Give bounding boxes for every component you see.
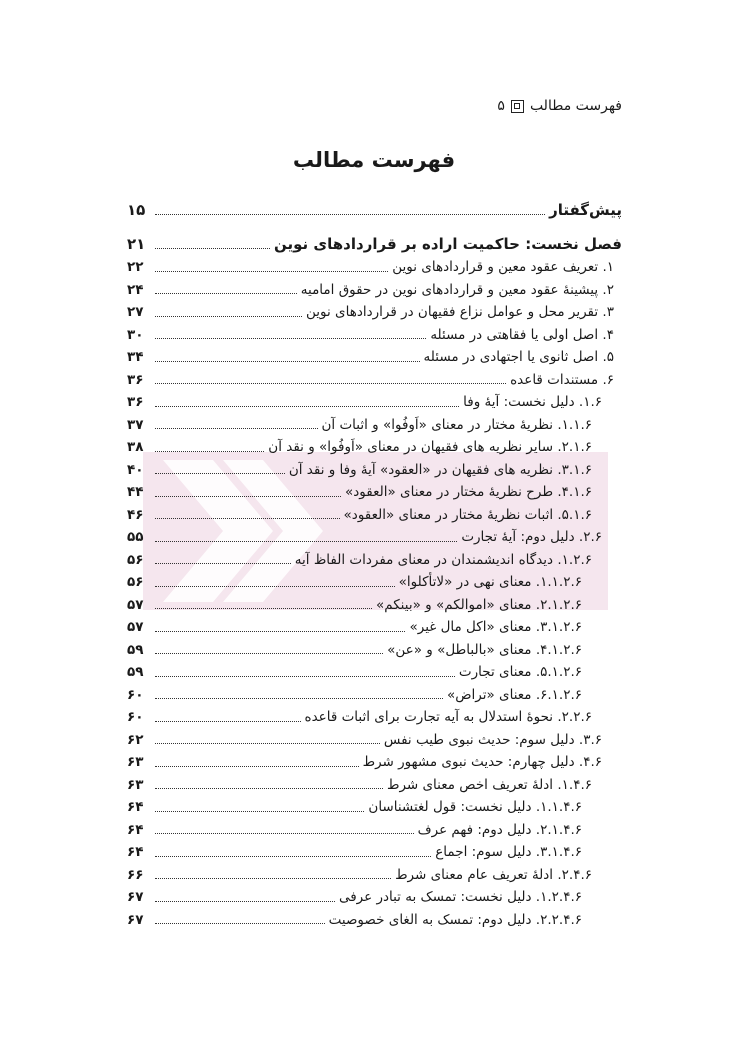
toc-entry[interactable] <box>127 343 622 366</box>
toc-entry-label: ۶. مستندات قاعده <box>510 371 614 388</box>
toc-entry[interactable] <box>127 906 622 929</box>
toc-entry-page-number: ۴۴ <box>127 484 144 501</box>
dot-leader <box>155 406 459 407</box>
toc-entry[interactable] <box>127 478 622 501</box>
dot-leader <box>155 338 426 339</box>
toc-entry-page-number: ۶۴ <box>127 799 144 816</box>
toc-entry[interactable] <box>127 613 622 636</box>
toc-entry-label: ۱.۶. دلیل نخست: آیهٔ وفا <box>463 394 602 411</box>
toc-entry[interactable] <box>127 793 622 816</box>
toc-entry[interactable] <box>127 591 622 614</box>
toc-entry[interactable] <box>127 771 622 794</box>
square-ornament-icon <box>511 100 524 113</box>
toc-entry[interactable] <box>127 433 622 456</box>
toc-entry[interactable] <box>127 658 622 681</box>
dot-leader <box>155 833 414 834</box>
toc-entry[interactable] <box>127 276 622 299</box>
dot-leader <box>155 563 291 564</box>
toc-entry-page-number: ۳۸ <box>127 439 144 456</box>
toc-entry[interactable] <box>127 388 622 411</box>
toc-entry-label: ۴. اصل اولی یا فقاهتی در مسئله <box>430 326 614 343</box>
toc-entry-page-number: ۳۴ <box>127 349 144 366</box>
dot-leader <box>155 766 359 767</box>
toc-entry-page-number: ۳۰ <box>127 326 144 343</box>
toc-entry[interactable] <box>127 229 622 253</box>
toc-entry-page-number: ۲۲ <box>127 259 144 276</box>
toc-entry-label: ۲.۱.۶. سایر نظریه های فقیهان در معنای «اَوفُوا» و نقد آن <box>268 439 592 456</box>
toc-entry-page-number: ۶۳ <box>127 754 144 771</box>
dot-leader <box>155 271 388 272</box>
dot-leader <box>155 923 325 924</box>
dot-leader <box>155 856 431 857</box>
dot-leader <box>155 811 364 812</box>
dot-leader <box>155 631 405 632</box>
toc-entry-page-number: ۲۷ <box>127 304 144 321</box>
toc-entry-label: ۳.۱.۶. نظریه های فقیهان در «العقود» آیهٔ وفا و نقد آن <box>288 461 592 478</box>
dot-leader <box>155 586 395 587</box>
dot-leader <box>155 653 383 654</box>
toc-entry-page-number: ۶۳ <box>127 776 144 793</box>
dot-leader <box>155 451 264 452</box>
dot-leader <box>155 743 380 744</box>
toc-entry-label: ۲.۴.۶. ادلهٔ تعریف عام معنای شرط <box>395 866 592 883</box>
toc-entry-label: ۲.۱.۴.۶. دلیل دوم: فهم عرف <box>417 821 582 838</box>
dot-leader <box>155 361 420 362</box>
toc-entry-label: ۵. اصل ثانوی یا اجتهادی در مسئله <box>423 349 614 366</box>
toc-entry-page-number: ۶۴ <box>127 844 144 861</box>
dot-leader <box>155 518 340 519</box>
toc-entry[interactable] <box>127 703 622 726</box>
toc-entry-label: ۵.۱.۲.۶. معنای تجارت <box>458 664 582 681</box>
toc-entry-label: ۲. پیشینهٔ عقود معین و قراردادهای نوین در حقوق امامیه <box>300 281 614 298</box>
toc-entry-label: ۵.۱.۶. اثبات نظریهٔ مختار در معنای «العقود» <box>343 506 592 523</box>
dot-leader <box>155 383 506 384</box>
toc-entry-page-number: ۵۵ <box>127 529 144 546</box>
dot-leader <box>155 496 341 497</box>
toc-entry-label: ۱.۱.۴.۶. دلیل نخست: قول لغتشناسان <box>368 799 582 816</box>
toc-entry[interactable] <box>127 748 622 771</box>
toc-entry-label: ۱. تعریف عقود معین و قراردادهای نوین <box>392 259 614 276</box>
toc-entry-page-number: ۳۷ <box>127 416 144 433</box>
dot-leader <box>155 473 285 474</box>
toc-entry-label: ۳.۶. دلیل سوم: حدیث نبوی طیب نفس <box>383 731 602 748</box>
dot-leader <box>155 788 383 789</box>
toc-entry[interactable] <box>127 681 622 704</box>
dot-leader <box>155 676 455 677</box>
toc-entry-label: ۴.۱.۲.۶. معنای «بالباطل» و «عن» <box>387 641 582 658</box>
toc-entry-label: ۴.۱.۶. طرح نظریهٔ مختار در معنای «العقود» <box>345 484 592 501</box>
toc-entry[interactable] <box>127 321 622 344</box>
toc-entry[interactable] <box>127 298 622 321</box>
toc-entry[interactable] <box>127 253 622 276</box>
dot-leader <box>155 214 545 215</box>
toc-entry-page-number: ۵۶ <box>127 551 144 568</box>
toc-entry[interactable] <box>127 838 622 861</box>
running-header-title: فهرست مطالب <box>529 98 622 114</box>
toc-entry-label: ۲.۶. دلیل دوم: آیهٔ تجارت <box>461 529 602 546</box>
toc-entry-label: ۲.۱.۲.۶. معنای «اموالکم» و «بینکم» <box>375 596 582 613</box>
toc-entry-page-number: ۶۲ <box>127 731 144 748</box>
running-header-page-number: ۵ <box>497 98 505 114</box>
dot-leader <box>155 248 270 249</box>
toc-entry-label: ۱.۲.۴.۶. دلیل نخست: تمسک به تبادر عرفی <box>338 889 582 906</box>
toc-entry[interactable] <box>127 883 622 906</box>
dot-leader <box>155 878 391 879</box>
toc-entry-page-number: ۴۰ <box>127 461 144 478</box>
toc-entry[interactable] <box>127 861 622 884</box>
toc-entry-label: ۳. تقریر محل و عوامل نزاع فقیهان در قراردادهای نوین <box>305 304 614 321</box>
toc-entry[interactable] <box>127 726 622 749</box>
dot-leader <box>155 541 457 542</box>
toc-entry-label: ۲.۲.۴.۶. دلیل دوم: تمسک به الغای خصوصیت <box>328 911 582 928</box>
toc-entry-page-number: ۱۵ <box>127 201 146 219</box>
dot-leader <box>155 428 318 429</box>
toc-entry-page-number: ۲۱ <box>127 235 146 253</box>
toc-entry[interactable] <box>127 546 622 569</box>
toc-entry-page-number: ۲۴ <box>127 281 144 298</box>
toc-entry[interactable] <box>127 816 622 839</box>
dot-leader <box>155 316 302 317</box>
toc-entry-page-number: ۵۷ <box>127 596 144 613</box>
dot-leader <box>155 293 297 294</box>
dot-leader <box>155 721 301 722</box>
running-header <box>497 98 622 114</box>
toc-entry-page-number: ۵۷ <box>127 619 144 636</box>
toc-entry-page-number: ۶۷ <box>127 911 144 928</box>
toc-entry[interactable] <box>127 195 622 219</box>
toc-entry-page-number: ۶۴ <box>127 821 144 838</box>
toc-entry[interactable] <box>127 523 622 546</box>
toc-entry-page-number: ۴۶ <box>127 506 144 523</box>
toc-entry-page-number: ۶۷ <box>127 889 144 906</box>
dot-leader <box>155 901 335 902</box>
toc-entry[interactable] <box>127 456 622 479</box>
table-of-contents <box>127 195 622 928</box>
toc-entry-page-number: ۵۶ <box>127 574 144 591</box>
toc-entry-label: ۳.۱.۲.۶. معنای «اکل مال غیر» <box>409 619 582 636</box>
toc-entry-label: پیش‌گفتار <box>549 201 622 219</box>
toc-entry-page-number: ۵۹ <box>127 641 144 658</box>
toc-entry-label: فصل نخست: حاکمیت اراده بر قراردادهای نوین <box>274 235 622 253</box>
toc-entry-label: ۱.۴.۶. ادلهٔ تعریف اخص معنای شرط <box>386 776 592 793</box>
toc-entry[interactable] <box>127 411 622 434</box>
page-title: فهرست مطالب <box>292 148 456 172</box>
toc-entry-page-number: ۵۹ <box>127 664 144 681</box>
toc-entry-label: ۴.۶. دلیل چهارم: حدیث نبوی مشهور شرط <box>362 754 602 771</box>
toc-entry-page-number: ۶۶ <box>127 866 144 883</box>
toc-entry-page-number: ۶۰ <box>127 686 144 703</box>
dot-leader <box>155 608 372 609</box>
toc-entry[interactable] <box>127 568 622 591</box>
toc-entry[interactable] <box>127 501 622 524</box>
toc-entry-page-number: ۶۰ <box>127 709 144 726</box>
toc-entry-page-number: ۳۶ <box>127 394 144 411</box>
toc-entry-label: ۳.۱.۴.۶. دلیل سوم: اجماع <box>435 844 582 861</box>
toc-entry-label: ۱.۱.۶. نظریهٔ مختار در معنای «اَوفُوا» و اثبات آن <box>321 416 592 433</box>
toc-entry-page-number: ۳۶ <box>127 371 144 388</box>
toc-entry-label: ۲.۲.۶. نحوهٔ استدلال به آیه تجارت برای اثبات قاعده <box>304 709 592 726</box>
toc-entry[interactable] <box>127 636 622 659</box>
toc-entry-label: ۱.۲.۶. دیدگاه اندیشمندان در معنای مفردات الفاظ آیه <box>294 551 592 568</box>
toc-entry-label: ۱.۱.۲.۶. معنای نهی در «لاتأکلوا» <box>398 574 582 591</box>
dot-leader <box>155 698 443 699</box>
toc-entry-label: ۶.۱.۲.۶. معنای «تراض» <box>446 686 582 703</box>
toc-entry[interactable] <box>127 366 622 389</box>
